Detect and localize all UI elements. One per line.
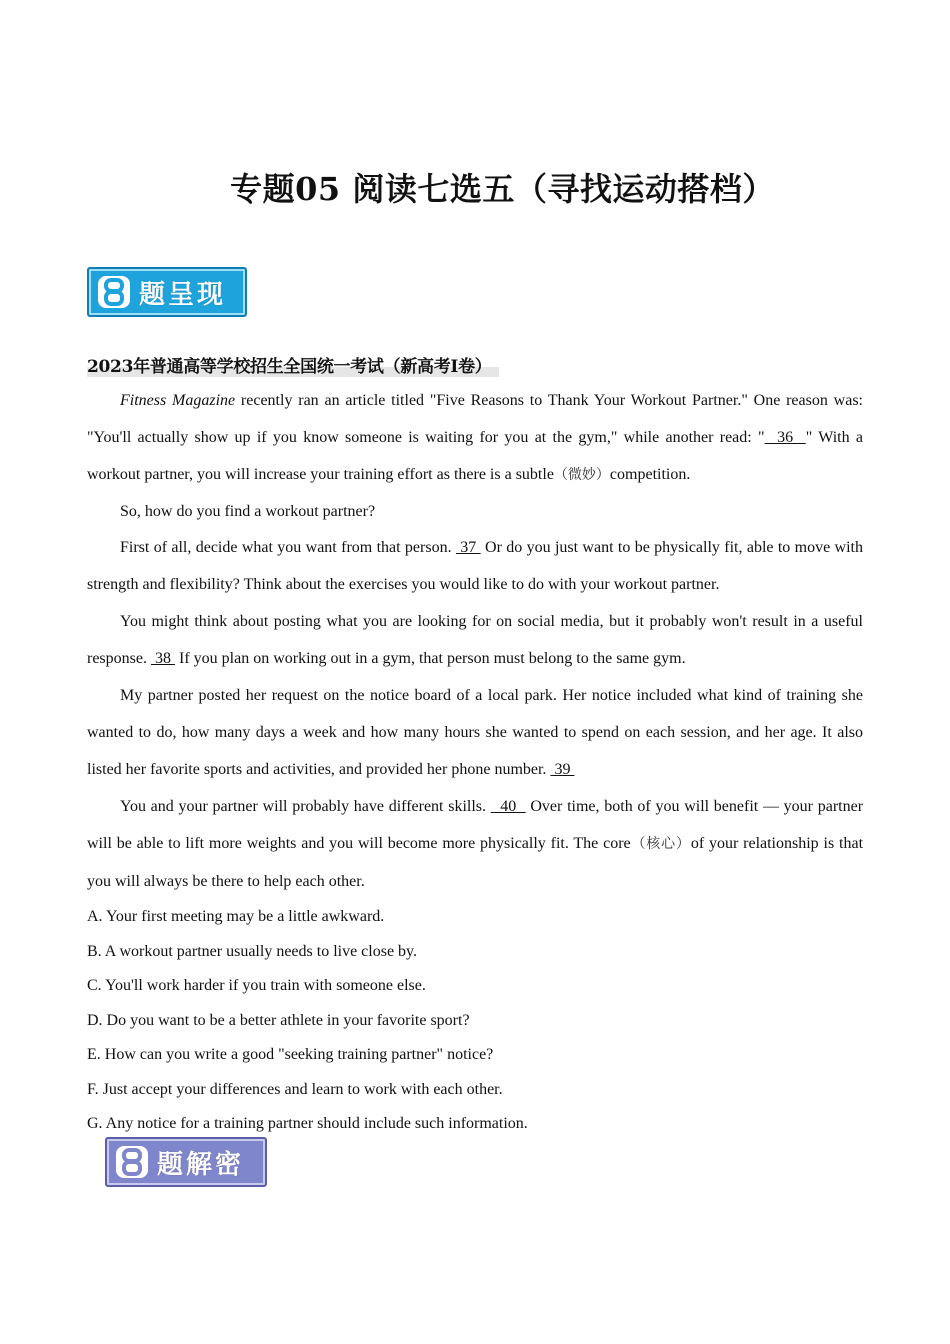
paragraph-1: Fitness Magazine recently ran an article titled "Five Reasons to Thank Your Workout Partner." One reason was: "You'll actually show up if you know someone is waiting for you at the gym," while another read: " 36 " With a workout partner, you will increase your training effort as there is a subtle（微妙）competition. [87,392,863,483]
gloss-core: （核心） [630,836,691,852]
section-badge-solve [105,1137,267,1187]
logo-icon [115,1145,149,1179]
gloss-subtle: （微妙） [553,467,610,483]
section-badge-present [87,267,247,317]
option-a: A. Your first meeting may be a little awkward. [87,908,385,925]
passage [87,382,863,1142]
option-g: G. Any notice for a training partner should include such information. [87,1115,528,1132]
option-b: B. A workout partner usually needs to live close by. [87,942,418,960]
paragraph-6: You and your partner will probably have different skills. 40 Over time, both of you will benefit — your partner will be able to lift more weights and you will become more physically fit. The core（核心）of your relationship is that you will always be there to help each other. [87,798,864,890]
blank-39: 39 [550,761,575,778]
paragraph-2: So, how do you find a workout partner? [120,503,376,520]
option-f: F. Just accept your differences and learn to work with each other. [87,1080,503,1098]
option-list [87,900,863,1142]
badge-label: 题解密 [157,1149,245,1180]
badge-label: 题呈现 [139,279,227,310]
page-title: 专题05 阅读七选五（寻找运动搭档） [230,170,775,208]
paragraph-4: You might think about posting what you are looking for on social media, but it probably won't result in a useful response. 38 If you plan on working out in a gym, that person must belong to the same gym. [87,613,863,667]
blank-40: 40 [490,798,526,815]
paragraph-5: My partner posted her request on the notice board of a local park. Her notice included what kind of training she wanted to do, how many days a week and how many hours she wanted to spend on each session, and her age. It also listed her favorite sports and activities, and provided her phone number. 39 [87,687,863,778]
option-c: C. You'll work harder if you train with someone else. [87,977,426,994]
blank-36: 36 [764,429,806,446]
exam-title: 2023年普通高等学校招生全国统一考试（新高考Ⅰ卷） [87,352,499,377]
blank-38: 38 [150,650,175,667]
option-d: D. Do you want to be a better athlete in your favorite sport? [87,1011,470,1029]
blank-37: 37 [455,539,481,556]
magazine-name: Fitness Magazine [120,392,236,409]
option-e: E. How can you write a good "seeking training partner" notice? [87,1046,494,1063]
logo-icon [97,275,131,309]
paragraph-3: First of all, decide what you want from that person. 37 Or do you just want to be physically fit, able to move with strength and flexibility? Think about the exercises you would like to do with your workout partner. [87,539,864,593]
